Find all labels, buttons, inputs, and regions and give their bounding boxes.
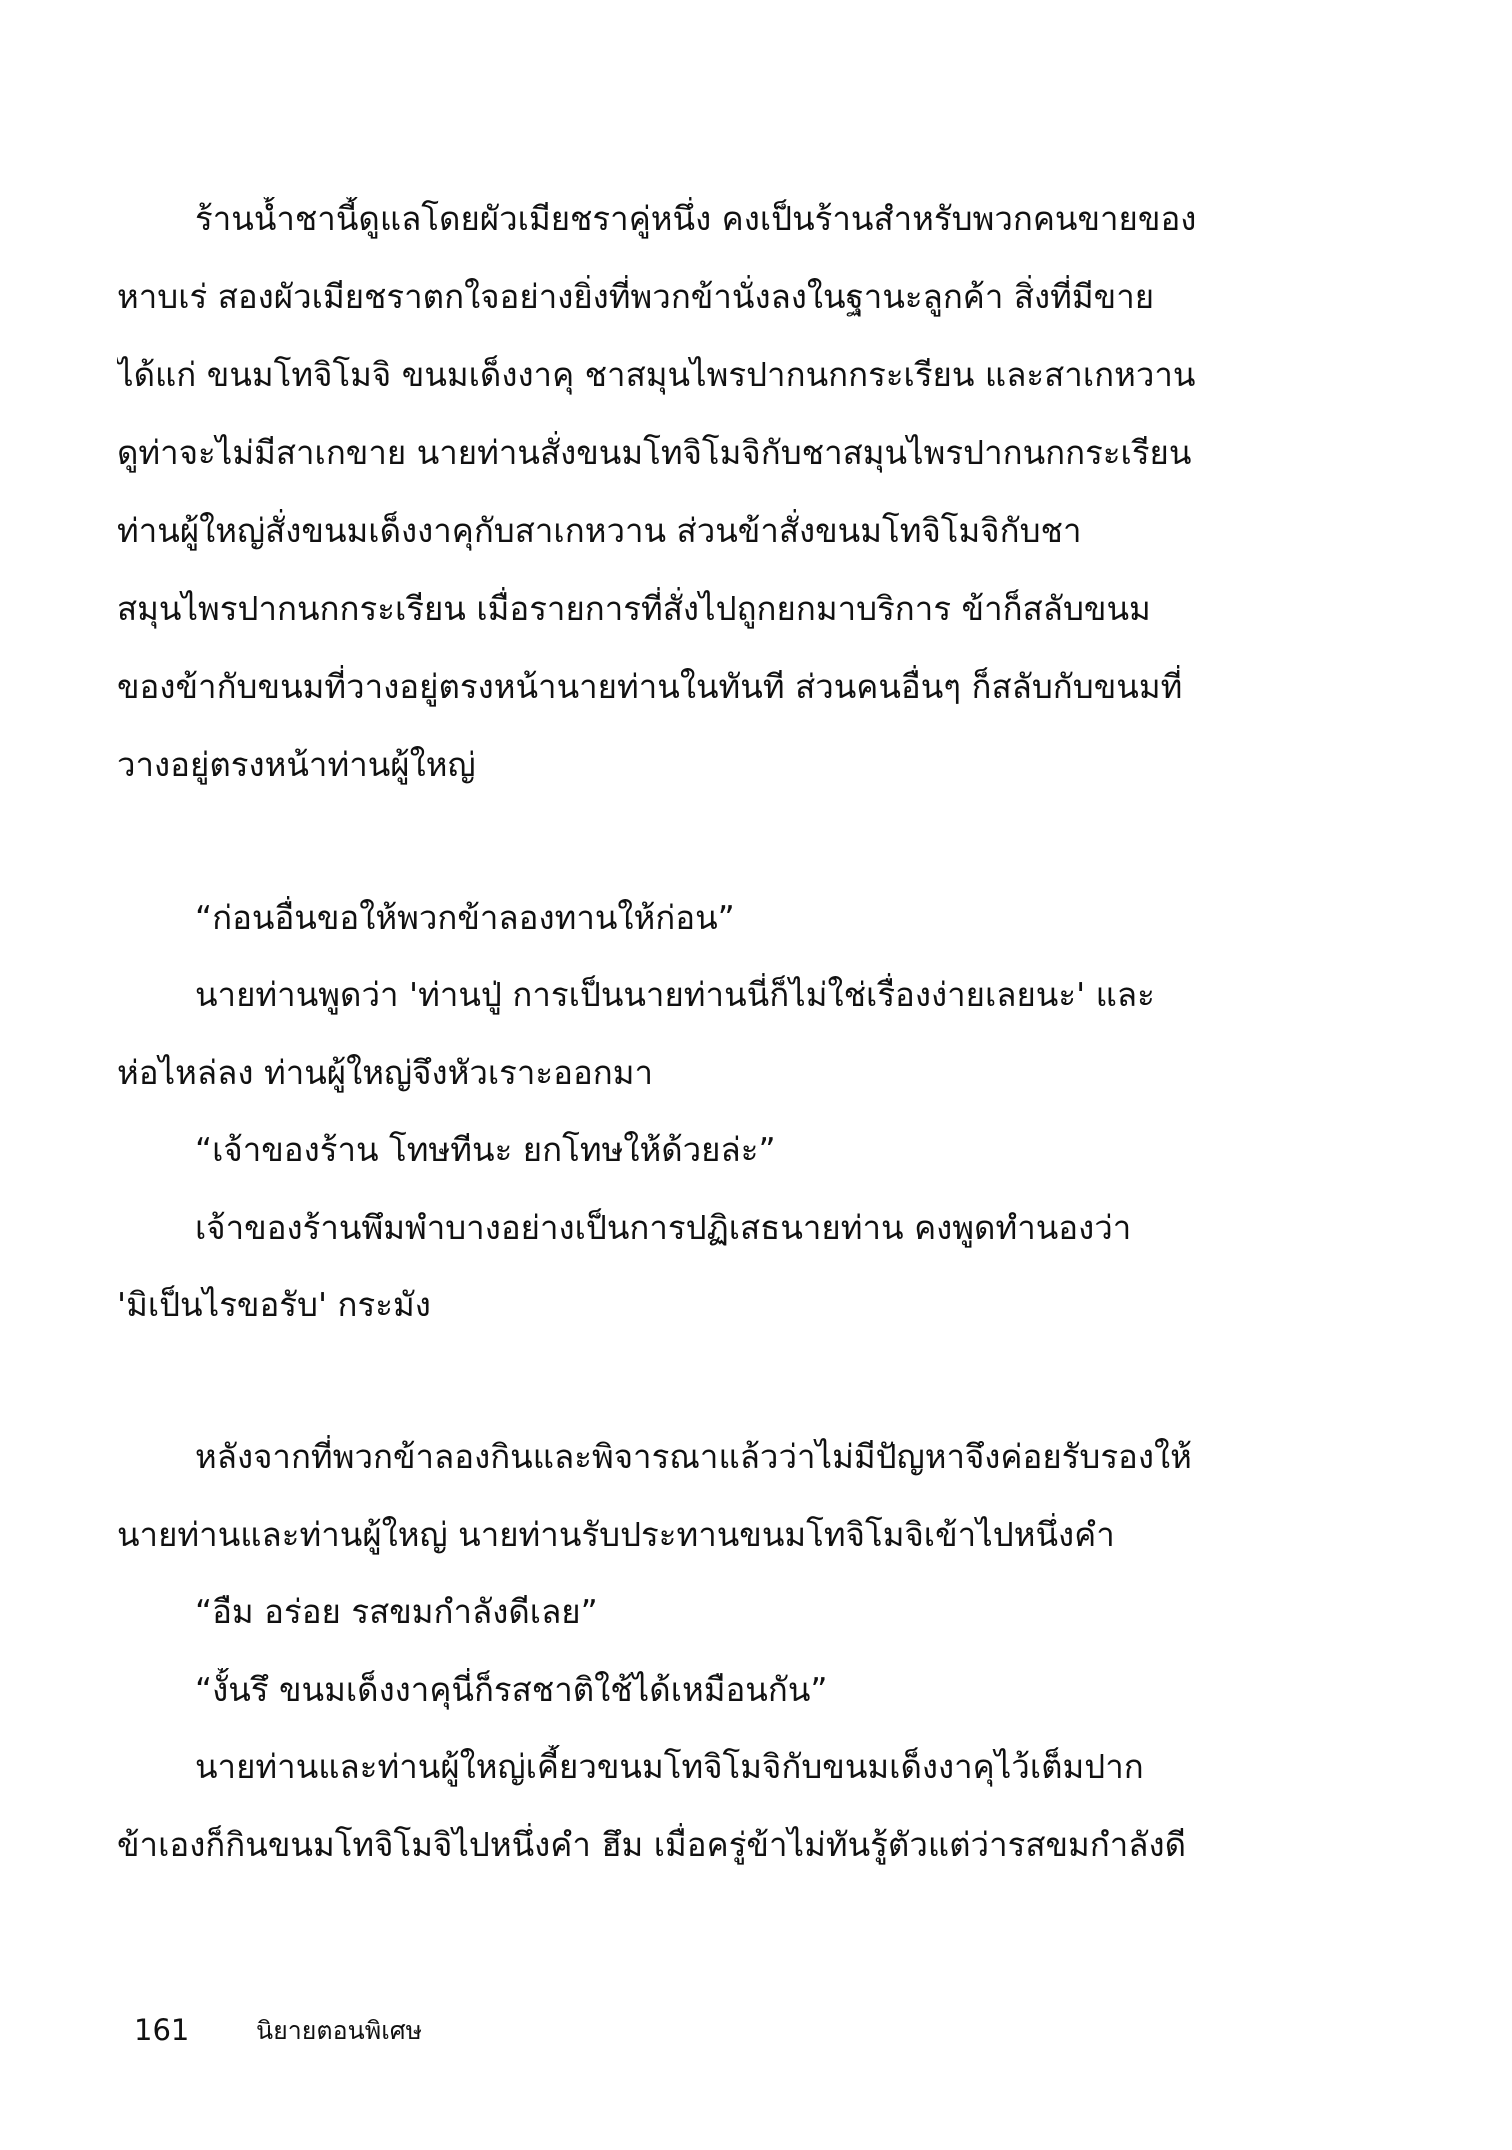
text-line: ห่อไหล่ลง ท่านผู้ใหญ่จึงหัวเราะออกมา <box>117 1053 654 1092</box>
running-title: นิยายตอนพิเศษ <box>256 2016 423 2045</box>
text-line: 'มิเป็นไรขอรับ' กระมัง <box>117 1285 431 1324</box>
page-number: 161 <box>134 2013 190 2047</box>
text-line: นายท่านและท่านผู้ใหญ่ นายท่านรับประทานขนมโทจิโมจิเข้าไปหนึ่งคำ <box>117 1515 1115 1554</box>
text-line: เจ้าของร้านพึมพำบางอย่างเป็นการปฏิเสธนายท่าน คงพูดทำนองว่า <box>195 1208 1132 1247</box>
text-line: ข้าเองก็กินขนมโทจิโมจิไปหนึ่งคำ ฮึม เมื่อครู่ข้าไม่ทันรู้ตัวแต่ว่ารสขมกำลังดี <box>117 1825 1187 1864</box>
page-footer <box>134 2010 734 2050</box>
text-line: “เจ้าของร้าน โทษทีนะ ยกโทษให้ด้วยล่ะ” <box>195 1130 776 1169</box>
text-line: วางอยู่ตรงหน้าท่านผู้ใหญ่ <box>117 745 476 784</box>
text-line: ได้แก่ ขนมโทจิโมจิ ขนมเด็งงาคุ ชาสมุนไพรปากนกกระเรียน และสาเกหวาน <box>117 355 1196 394</box>
text-line: นายท่านพูดว่า 'ท่านปู่ การเป็นนายท่านนี่ก็ไม่ใช่เรื่องง่ายเลยนะ' และ <box>195 975 1155 1014</box>
text-line: ท่านผู้ใหญ่สั่งขนมเด็งงาคุกับสาเกหวาน ส่วนข้าสั่งขนมโทจิโมจิกับชา <box>117 511 1082 550</box>
text-line: “อืม อร่อย รสขมกำลังดีเลย” <box>195 1592 598 1631</box>
text-line: นายท่านและท่านผู้ใหญ่เคี้ยวขนมโทจิโมจิกับขนมเด็งงาคุไว้เต็มปาก <box>195 1747 1144 1786</box>
text-line: หาบเร่ สองผัวเมียชราตกใจอย่างยิ่งที่พวกข้านั่งลงในฐานะลูกค้า สิ่งที่มีขาย <box>117 277 1155 316</box>
text-line: ดูท่าจะไม่มีสาเกขาย นายท่านสั่งขนมโทจิโมจิกับชาสมุนไพรปากนกกระเรียน <box>117 433 1192 472</box>
text-line: “งั้นรึ ขนมเด็งงาคุนี่ก็รสชาติใช้ได้เหมือนกัน” <box>195 1670 828 1709</box>
text-line: ร้านน้ำชานี้ดูแลโดยผัวเมียชราคู่หนึ่ง คงเป็นร้านสำหรับพวกคนขายของ <box>195 199 1197 238</box>
text-line: สมุนไพรปากนกกระเรียน เมื่อรายการที่สั่งไปถูกยกมาบริการ ข้าก็สลับขนม <box>117 589 1151 628</box>
text-line: “ก่อนอื่นขอให้พวกข้าลองทานให้ก่อน” <box>195 898 735 937</box>
text-line: หลังจากที่พวกข้าลองกินและพิจารณาแล้วว่าไม่มีปัญหาจึงค่อยรับรองให้ <box>195 1437 1192 1476</box>
text-line: ของข้ากับขนมที่วางอยู่ตรงหน้านายท่านในทันที ส่วนคนอื่นๆ ก็สลับกับขนมที่ <box>117 667 1183 706</box>
